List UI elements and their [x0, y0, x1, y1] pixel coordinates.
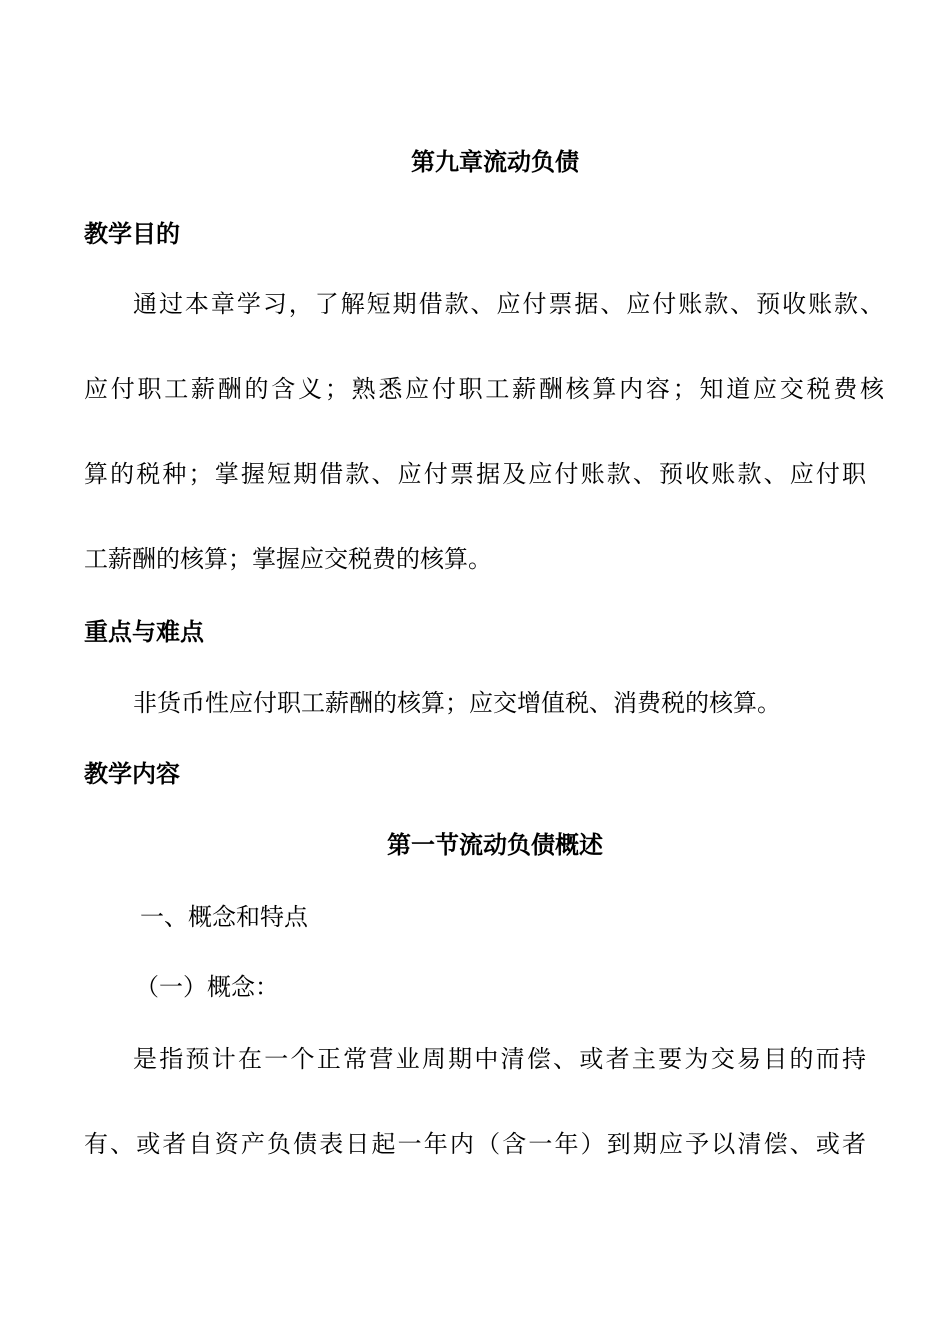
- chapter-title: 第九章流动负债: [411, 148, 579, 176]
- section-title: 第一节流动负债概述: [387, 831, 603, 859]
- paragraph-line: 应付职工薪酬的含义；熟悉应付职工薪酬核算内容；知道应交税费核: [84, 375, 884, 403]
- paragraph-line: 工薪酬的核算；掌握应交税费的核算。: [84, 545, 492, 573]
- subheading: 一、概念和特点: [140, 903, 308, 931]
- paragraph-line: 有、或者自资产负债表日起一年内（含一年）到期应予以清偿、或者: [84, 1130, 866, 1158]
- paragraph-line: 通过本章学习，了解短期借款、应付票据、应付账款、预收账款、: [133, 290, 884, 318]
- section-heading-teaching-content: 教学内容: [84, 760, 180, 788]
- paragraph-line: 算的税种；掌握短期借款、应付票据及应付账款、预收账款、应付职: [84, 460, 866, 488]
- section-heading-teaching-goal: 教学目的: [84, 220, 180, 248]
- section-heading-key-points: 重点与难点: [84, 618, 204, 646]
- sub-subheading: （一）概念：: [135, 973, 279, 1001]
- paragraph-line: 非货币性应付职工薪酬的核算；应交增值税、消费税的核算。: [133, 689, 781, 717]
- paragraph-line: 是指预计在一个正常营业周期中清偿、或者主要为交易目的而持: [133, 1045, 866, 1073]
